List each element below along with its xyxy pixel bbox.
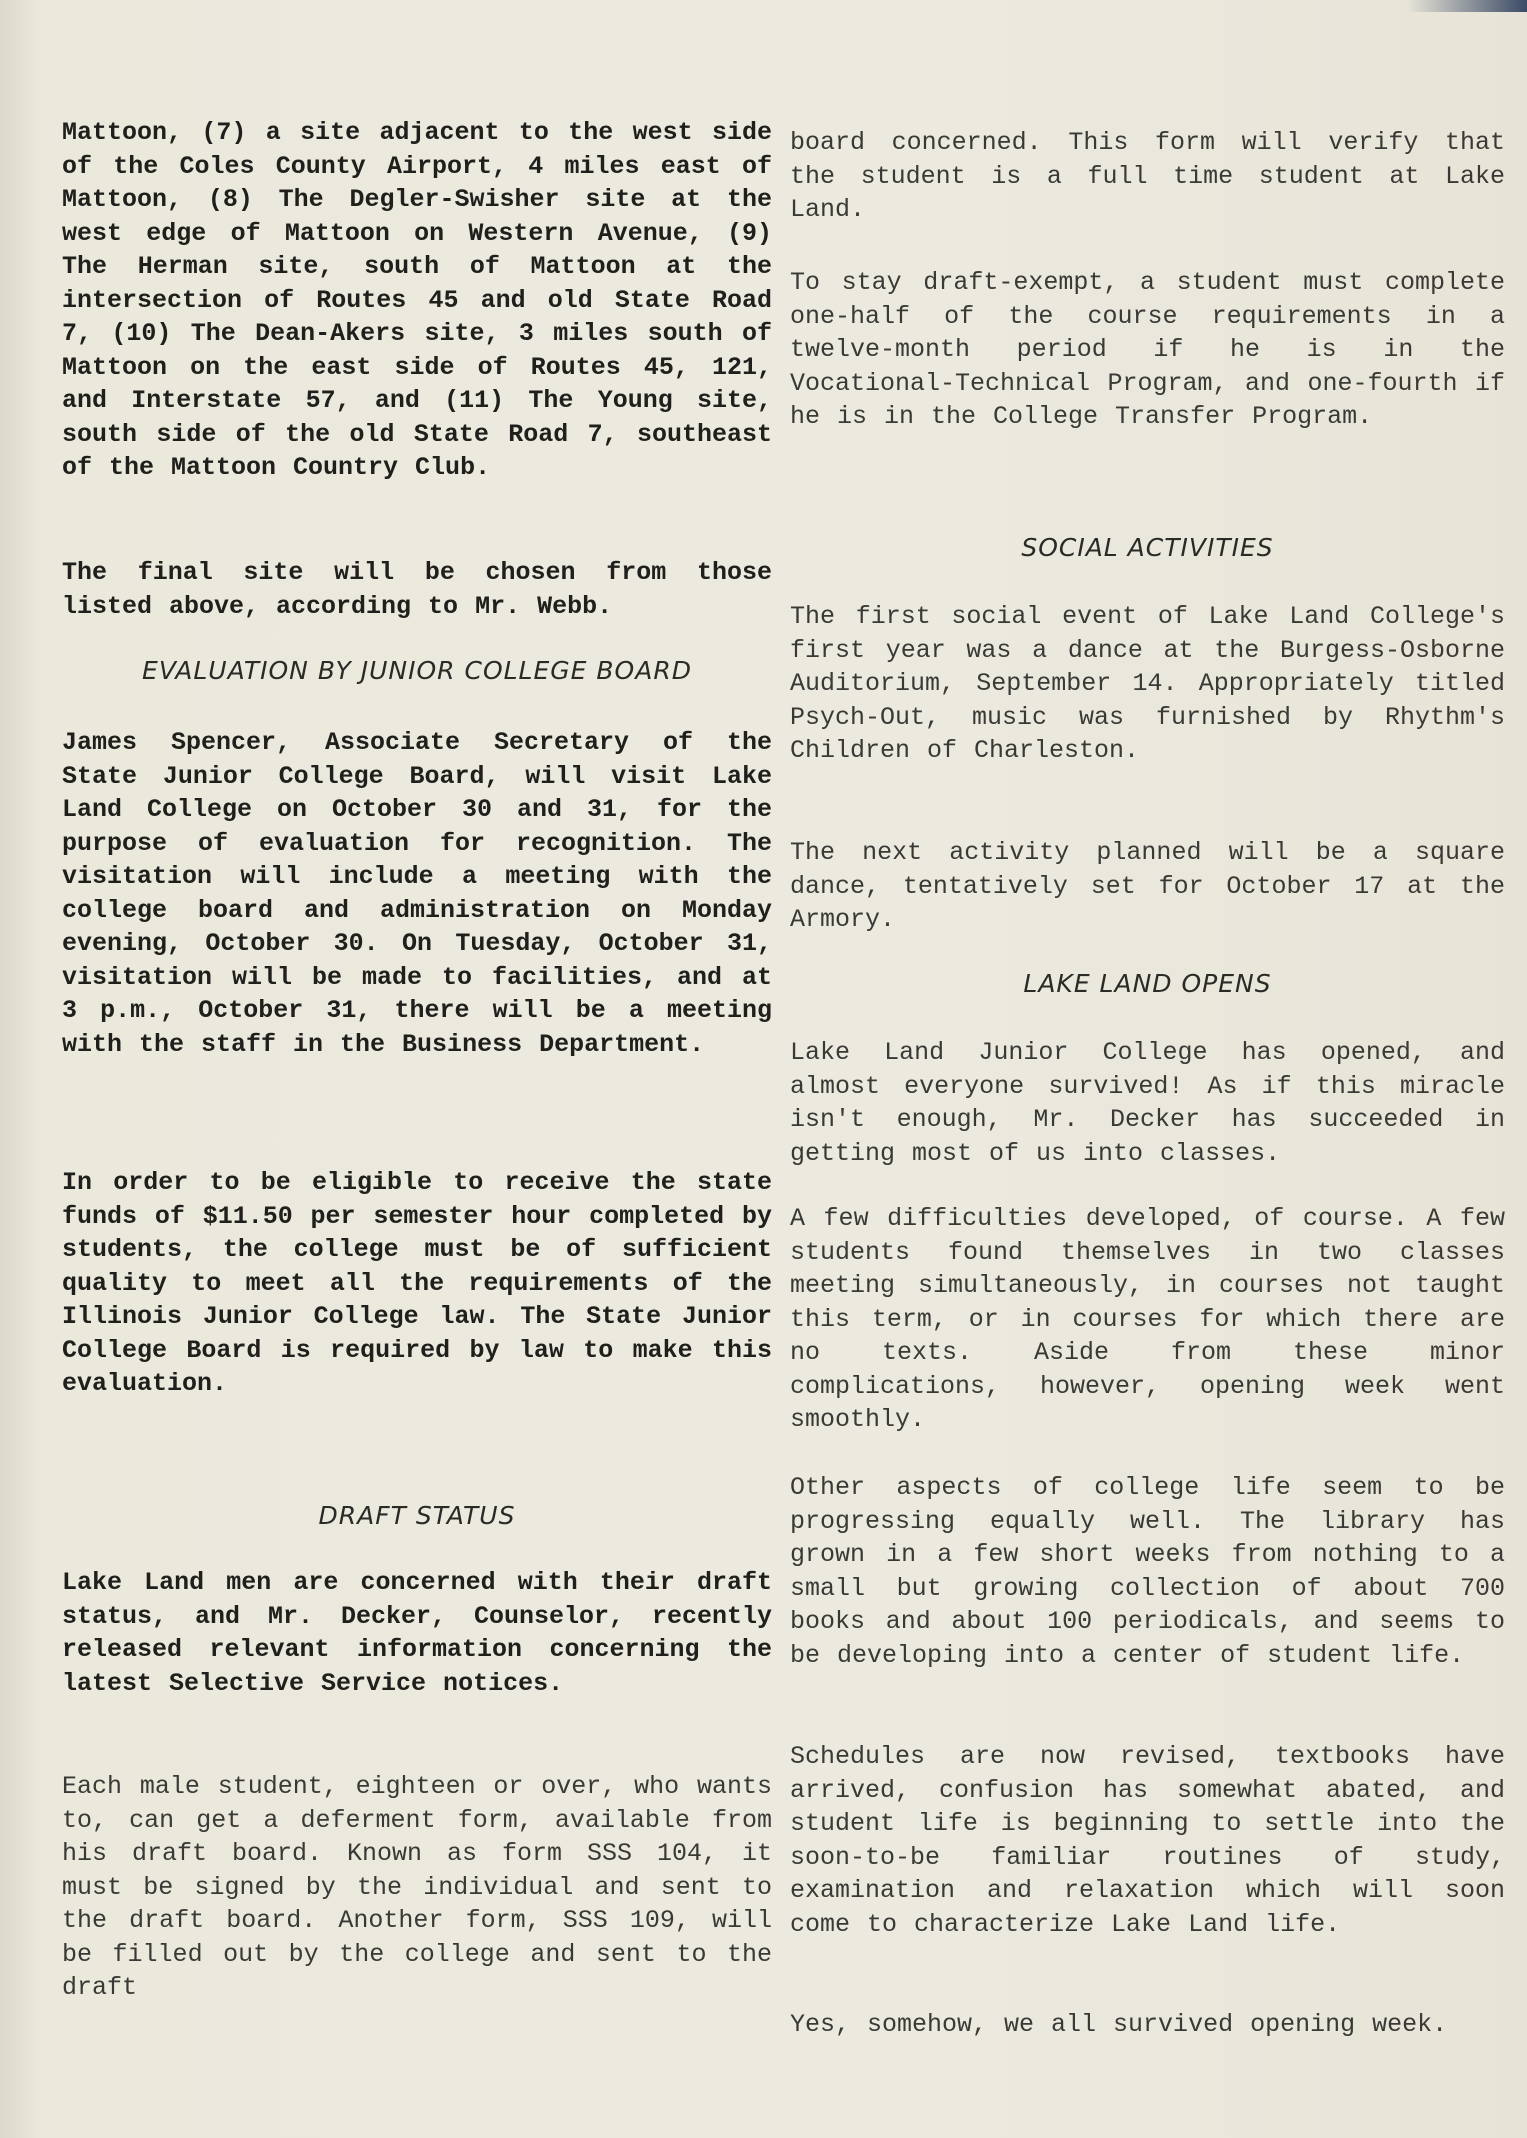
left-paragraph-evaluation: James Spencer, Associate Secretary of the State Junior College Board, will visit Lake Land College on October 30 and 31, for the purpose of evaluation for recognition. The visitation will include a meeting with the college board and administration on Monday evening, October 30. On Tuesday, October 31, visitation will be made to facilities, and at 3 p.m., October 31, there will be a meeting with the staff in the Business Department. bbox=[62, 728, 772, 1059]
heading-social-activities: SOCIAL ACTIVITIES bbox=[1021, 533, 1274, 562]
heading-evaluation: EVALUATION BY JUNIOR COLLEGE BOARD bbox=[142, 656, 692, 685]
left-paragraph-final-site: The final site will be chosen from those listed above, according to Mr. Webb. bbox=[62, 558, 772, 621]
left-paragraph-draft: Lake Land men are concerned with their draft status, and Mr. Decker, Counselor, recently released relevant information concerning the latest Selective Service notices. bbox=[62, 1568, 772, 1698]
right-paragraph-difficulties: A few difficulties developed, of course. A few students found themselves in two classes meeting simultaneously, in courses not taught this term, or in courses for which there are no texts. Aside from these minor complications, however, opening week went smoothly. bbox=[790, 1204, 1505, 1434]
right-paragraph-opened: Lake Land Junior College has opened, and almost everyone survived! As if this miracle isn't enough, Mr. Decker has succeeded in getting most of us into classes. bbox=[790, 1038, 1505, 1168]
right-paragraph-square-dance: The next activity planned will be a square dance, tentatively set for October 17 at the Armory. bbox=[790, 838, 1505, 934]
right-paragraph-draft-exempt: To stay draft-exempt, a student must complete one-half of the course requirements in a twelve-month period if he is in the Vocational-Technical Program, and one-fourth if he is in the College Transfer Program. bbox=[790, 268, 1505, 431]
heading-lake-land-opens: LAKE LAND OPENS bbox=[1023, 969, 1272, 998]
heading-draft-status: DRAFT STATUS bbox=[318, 1501, 516, 1530]
left-paragraph-sites: Mattoon, (7) a site adjacent to the west side of the Coles County Airport, 4 miles east of Mattoon, (8) The Degler-Swisher site at the west edge of Mattoon on Western Avenue, (9) The Herman site, south of Mattoon at the intersection of Routes 45 and old State Road 7, (10) The Dean-Akers site, 3 miles south of Mattoon on the east side of Routes 45, 121, and Interstate 57, and (11) The Young site, south side of the old State Road 7, southeast of the Mattoon Country Club. bbox=[62, 118, 772, 482]
right-paragraph-dance: The first social event of Lake Land College's first year was a dance at the Burgess-Osborne Auditorium, September 14. Appropriately titled Psych-Out, music was furnished by Rhythm's Children of Charleston. bbox=[790, 602, 1505, 765]
right-paragraph-schedules: Schedules are now revised, textbooks have arrived, confusion has somewhat abated, and student life is beginning to settle into the soon-to-be familiar routines of study, examination and relaxation which will soon come to characterize Lake Land life. bbox=[790, 1742, 1505, 1939]
left-paragraph-funds: In order to be eligible to receive the state funds of $11.50 per semester hour completed by students, the college must be of sufficient quality to meet all the requirements of the Illinois Junior College law. The State Junior College Board is required by law to make this evaluation. bbox=[62, 1168, 772, 1398]
left-paragraph-deferment: Each male student, eighteen or over, who wants to, can get a deferment form, available from his draft board. Known as form SSS 104, it must be signed by the individual and sent to the draft board. Another form, SSS 109, will be filled out by the college and sent to the draft bbox=[62, 1772, 772, 2002]
page-edge bbox=[1407, 0, 1527, 12]
right-paragraph-survived: Yes, somehow, we all survived opening week. bbox=[790, 2010, 1448, 2039]
right-paragraph-library: Other aspects of college life seem to be progressing equally well. The library has grown in a few short weeks from nothing to a small but growing collection of about 700 books and about 100 periodicals, and seems to be developing into a center of student life. bbox=[790, 1473, 1505, 1670]
right-paragraph-form-verify: board concerned. This form will verify that the student is a full time student at Lake Land. bbox=[790, 128, 1505, 224]
